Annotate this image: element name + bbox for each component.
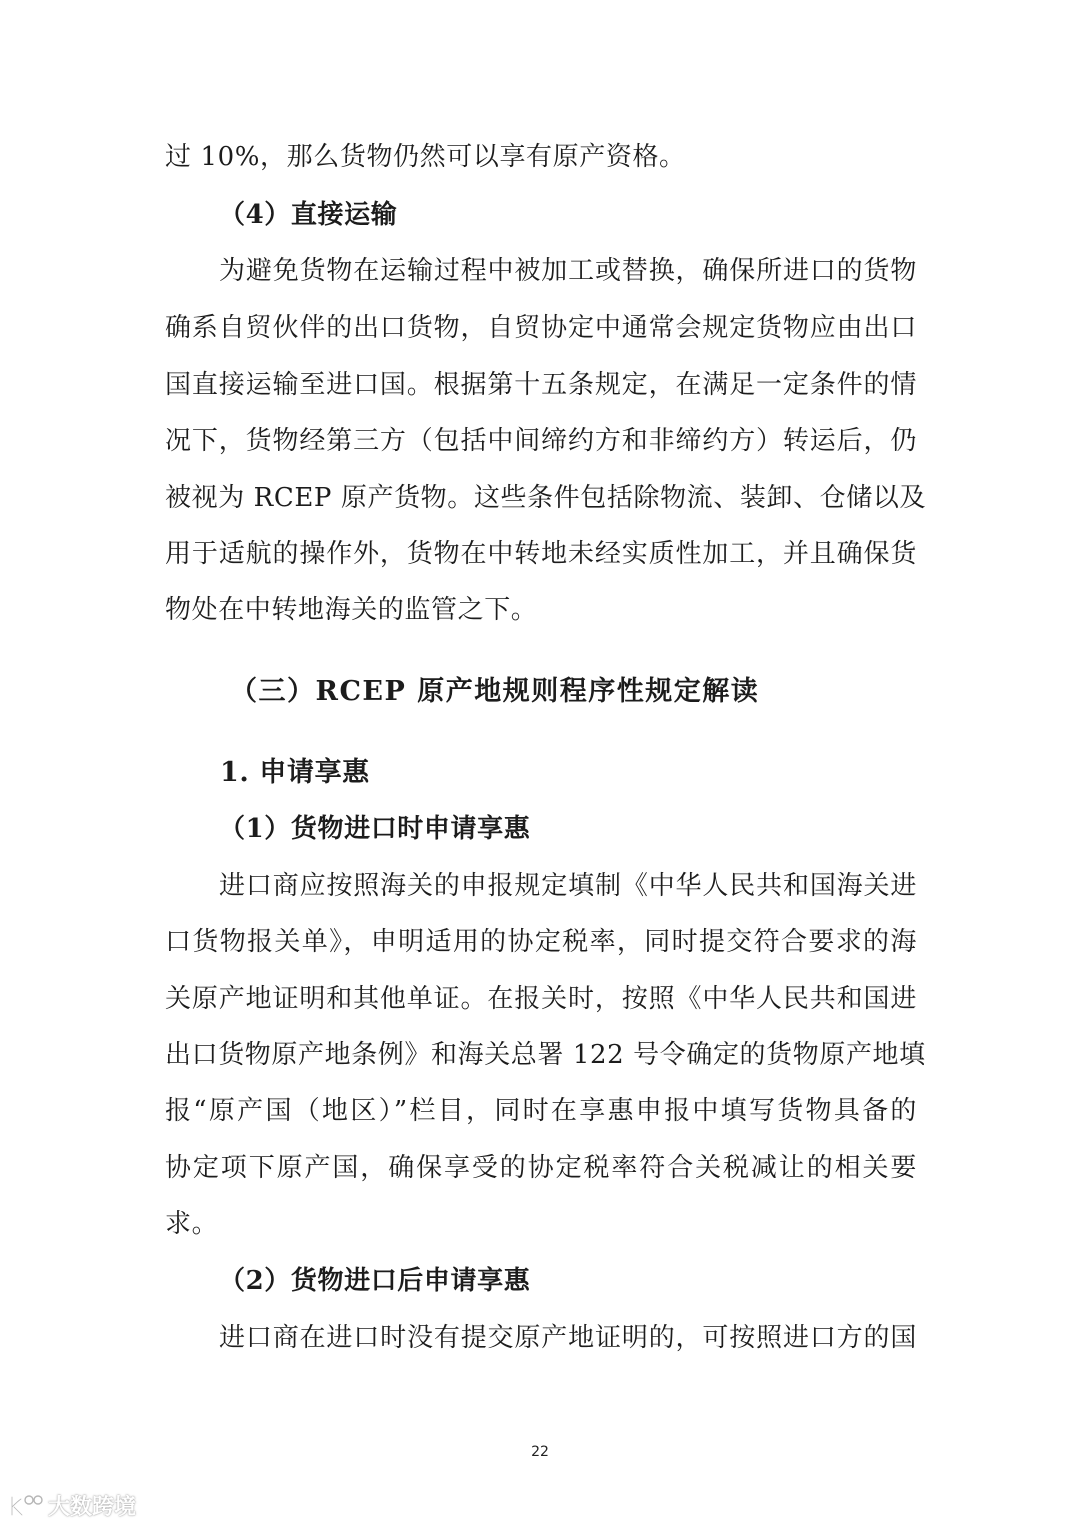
body-text-line: 被视为 RCEP 原产货物。这些条件包括除物流、装卸、仓储以及 — [165, 483, 927, 513]
paragraph-first-line: 为避免货物在运输过程中被加工或替换，确保所进口的货物 — [219, 256, 917, 286]
paragraph-first-line: 进口商在进口时没有提交原产地证明的，可按照进口方的国 — [219, 1323, 917, 1353]
numbered-heading: 1. 申请享惠 — [220, 757, 370, 788]
subsection-heading: （4）直接运输 — [219, 200, 398, 230]
body-text-line: 用于适航的操作外，货物在中转地未经实质性加工，并且确保货 — [165, 539, 917, 569]
page-number: 22 — [531, 1444, 549, 1460]
body-text-line: 确系自贸伙伴的出口货物，自贸协定中通常会规定货物应由出口 — [165, 313, 917, 343]
watermark-brand-text: 大数跨境 — [48, 1495, 137, 1520]
subsection-heading: （2）货物进口后申请享惠 — [219, 1266, 531, 1296]
section-title: （三）RCEP 原产地规则程序性规定解读 — [230, 676, 760, 707]
subsection-heading: （1）货物进口时申请享惠 — [219, 814, 531, 844]
watermark — [8, 1490, 136, 1521]
body-text-line: 协定项下原产国，确保享受的协定税率符合关税减让的相关要 — [165, 1153, 917, 1183]
body-text-line: 过 10%，那么货物仍然可以享有原产资格。 — [165, 142, 686, 172]
body-text-line: 况下，货物经第三方（包括中间缔约方和非缔约方）转运后，仍 — [165, 426, 917, 456]
paragraph-first-line: 进口商应按照海关的申报规定填制《中华人民共和国海关进 — [219, 871, 917, 901]
body-text-line: 求。 — [165, 1209, 219, 1239]
body-text-line: 关原产地证明和其他单证。在报关时，按照《中华人民共和国进 — [165, 984, 917, 1014]
body-text-line: 出口货物原产地条例》和海关总署 122 号令确定的货物原产地填 — [165, 1040, 926, 1070]
body-text-line: 报“原产国（地区）”栏目，同时在享惠申报中填写货物具备的 — [165, 1096, 917, 1126]
k100-logo-icon — [8, 1493, 44, 1519]
body-text-line: 口货物报关单》，申明适用的协定税率，同时提交符合要求的海 — [165, 927, 917, 957]
body-text-line: 国直接运输至进口国。根据第十五条规定，在满足一定条件的情 — [165, 370, 917, 400]
body-text-line: 物处在中转地海关的监管之下。 — [165, 595, 538, 625]
